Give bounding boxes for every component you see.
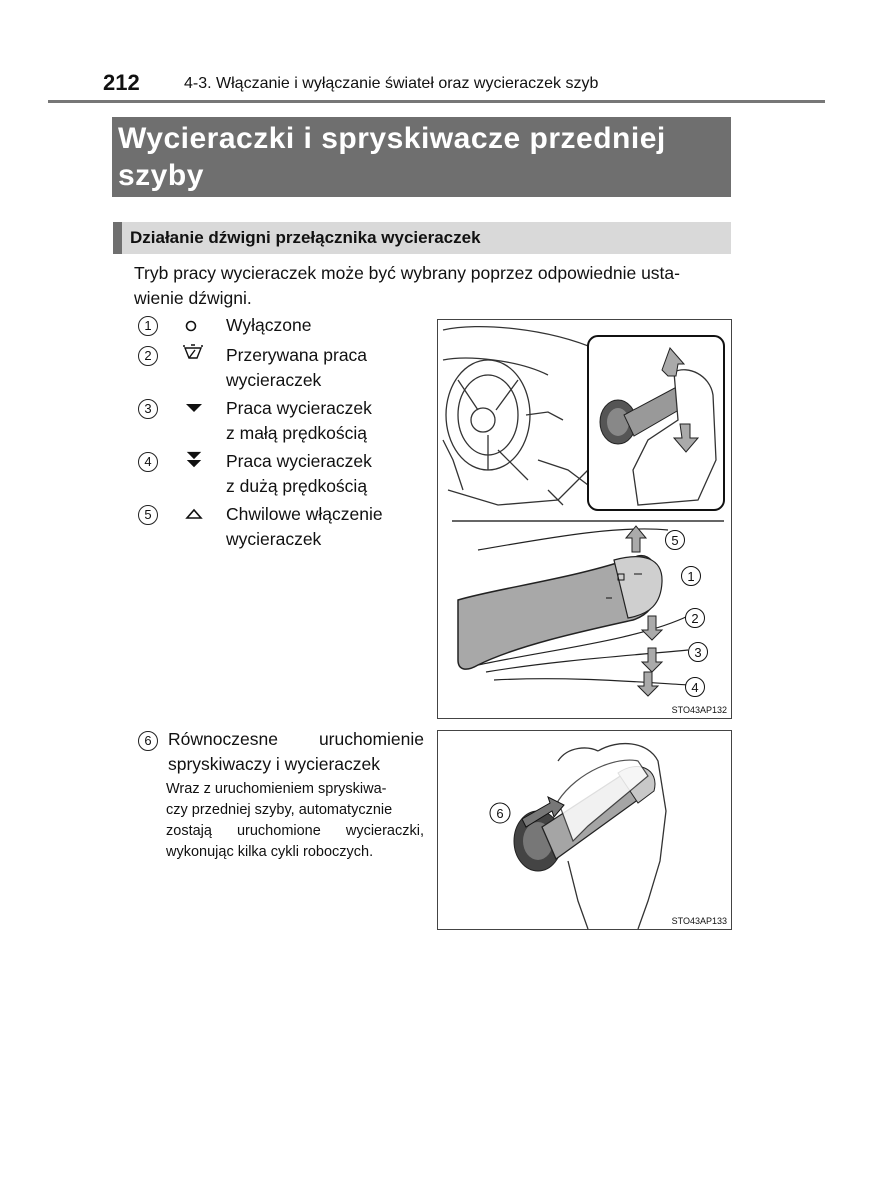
mode-label-3 <box>226 396 372 446</box>
washer-figure <box>437 730 732 930</box>
off-circle-icon <box>180 317 202 335</box>
washer-illustration <box>438 731 731 929</box>
mode-label-2-line2: wycieraczek <box>226 370 322 390</box>
mode-label-2-line1: Przerywana praca <box>226 345 368 365</box>
mode-label-3-line2: z małą prędkością <box>226 423 368 443</box>
intro-line2: wienie dźwigni. <box>134 288 252 308</box>
mode-label-4 <box>226 449 372 499</box>
mode-label-1 <box>226 313 311 338</box>
page-title-line2: szyby <box>118 159 204 192</box>
header-divider <box>48 100 825 103</box>
intro-paragraph <box>134 261 734 311</box>
mode-number-4: 4 <box>138 452 158 472</box>
mode-label-4-line2: z dużą prędkością <box>226 476 368 496</box>
mode-label-5 <box>226 502 383 552</box>
wiper-lever-illustration <box>438 320 731 718</box>
mode-label-1-line1: Wyłączone <box>226 315 312 335</box>
figure2-caption: STO43AP133 <box>671 916 727 926</box>
figure2-label-6: 6 <box>496 806 504 821</box>
figure1-caption: STO43AP132 <box>671 705 727 715</box>
intro-line1: Tryb pracy wycieraczek może być wybrany poprzez odpowiednie usta- <box>134 263 680 283</box>
intermittent-wiper-icon <box>182 344 204 362</box>
subsection-marker <box>113 222 122 254</box>
mode-number-2: 2 <box>138 346 158 366</box>
mist-triangle-icon <box>183 505 205 523</box>
figure1-label-1: 1 <box>687 569 695 584</box>
item6-note-line2: czy przedniej szyby, automatycznie <box>166 802 393 818</box>
item6-line1: Równoczesne uruchomienie <box>168 729 424 749</box>
subsection-title: Działanie dźwigni przełącznika wycieraczek <box>130 228 481 247</box>
mode-label-4-line1: Praca wycieraczek <box>226 451 372 471</box>
wiper-lever-figure <box>437 319 732 719</box>
mode-label-5-line1: Chwilowe włączenie <box>226 504 383 524</box>
mode-label-2 <box>226 343 367 393</box>
figure1-label-5: 5 <box>671 533 679 548</box>
figure1-label-2: 2 <box>691 611 699 626</box>
mode-label-5-line2: wycieraczek <box>226 529 322 549</box>
dashboard-sketch <box>443 327 603 505</box>
item6-heading <box>168 727 424 777</box>
mode-number-5: 5 <box>138 505 158 525</box>
item6-line2: spryskiwaczy i wycieraczek <box>168 754 380 774</box>
figure1-label-3: 3 <box>694 645 702 660</box>
page-number: 212 <box>103 70 140 95</box>
page-title <box>118 120 730 194</box>
item6-note <box>166 779 424 863</box>
item6-note-line1: Wraz z uruchomieniem spryskiwa- <box>166 781 387 797</box>
high-speed-double-triangle-icon <box>183 451 205 469</box>
page-title-line1: Wycieraczki i spryskiwacze przedniej <box>118 122 666 155</box>
low-speed-triangle-icon <box>183 400 205 418</box>
mode-number-3: 3 <box>138 399 158 419</box>
section-breadcrumb: 4-3. Włączanie i wyłączanie świateł oraz wycieraczek szyb <box>184 75 599 92</box>
item6-note-line3: zostają uruchomione wycieraczki, <box>166 823 424 839</box>
item6-number: 6 <box>138 731 158 751</box>
item6-note-line4: wykonując kilka cykli roboczych. <box>166 844 374 860</box>
figure1-label-4: 4 <box>691 680 699 695</box>
large-lever-drawing <box>458 526 688 696</box>
mode-number-1: 1 <box>138 316 158 336</box>
mode-label-3-line1: Praca wycieraczek <box>226 398 372 418</box>
